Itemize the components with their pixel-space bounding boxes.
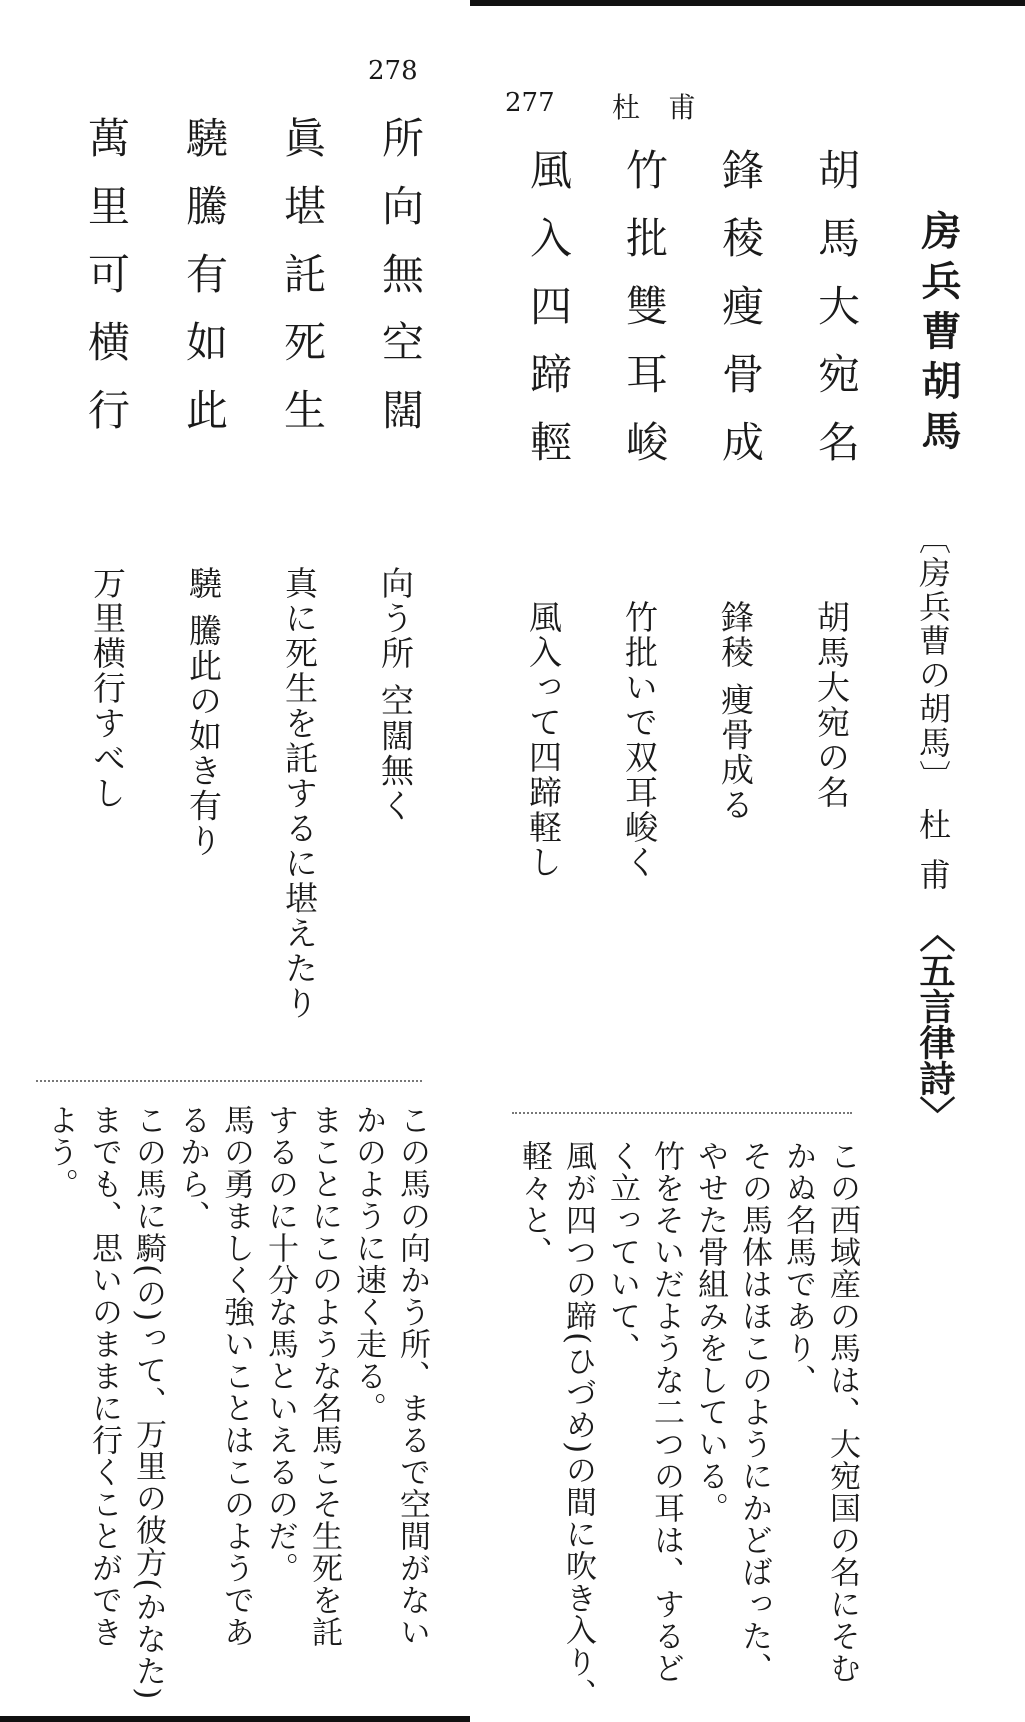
poem-line: 胡馬大宛名 bbox=[812, 148, 861, 488]
poem-title-reading: 〔房兵曹の胡馬〕 bbox=[914, 522, 952, 794]
poem-line: 竹批雙耳峻 bbox=[620, 148, 669, 488]
translation-line: その馬体はほこのようにかどばった、 bbox=[736, 1140, 772, 1684]
page-number-right: 277 bbox=[505, 88, 555, 118]
translation-line: この馬に騎(の)って、万里の彼方(かなた) bbox=[130, 1104, 166, 1701]
poem-title: 房兵曹胡馬 bbox=[915, 210, 962, 460]
translation-line: やせた骨組みをしている。 bbox=[692, 1140, 728, 1524]
reading-line: 胡馬大宛の名 bbox=[812, 600, 851, 810]
poem-line: 萬里可横行 bbox=[82, 116, 131, 456]
reading-line: 万里横行すべし bbox=[88, 566, 127, 811]
poem-line: 驍騰有如此 bbox=[180, 116, 229, 456]
translation-line: この西域産の馬は、大宛国の名にそむ bbox=[824, 1140, 860, 1684]
translation-line: するのに十分な馬といえるのだ。 bbox=[262, 1104, 298, 1584]
translation-line: かのように速く走る。 bbox=[350, 1104, 386, 1424]
translation-line: 軽々と、 bbox=[516, 1140, 552, 1268]
translation-line: まことにこのような名馬こそ生死を託 bbox=[306, 1104, 342, 1648]
translation-line: 竹をそいだような二つの耳は、するど bbox=[648, 1140, 684, 1684]
separator-left bbox=[36, 1080, 422, 1082]
translation-line: く立っていて、 bbox=[604, 1140, 640, 1364]
translation-line: かぬ名馬であり、 bbox=[780, 1140, 816, 1396]
reading-line: 風入って四蹄軽し bbox=[524, 600, 563, 880]
translation-line: この馬の向かう所、まるで空間がない bbox=[394, 1104, 430, 1648]
translation-line: るから、 bbox=[174, 1104, 210, 1232]
separator-right bbox=[512, 1112, 852, 1114]
poem-form: 〈五言律詩〉 bbox=[914, 916, 956, 1132]
poem-line: 眞堪託死生 bbox=[278, 116, 327, 456]
page-number-left: 278 bbox=[368, 56, 418, 86]
translation-line: 風が四つの蹄(ひづめ)の間に吹き入り、 bbox=[560, 1140, 596, 1711]
poem-line: 鋒稜瘦骨成 bbox=[716, 148, 765, 488]
bottom-rule bbox=[0, 1716, 470, 1722]
reading-line: 竹批いで双耳峻く bbox=[620, 600, 659, 880]
reading-line: 驍 騰此の如き有り bbox=[184, 566, 223, 859]
header-author: 杜甫 bbox=[612, 91, 725, 124]
translation-line: までも、思いのままに行くことができ bbox=[86, 1104, 122, 1648]
translation-line: よう。 bbox=[42, 1104, 78, 1200]
reading-line: 向う所 空闊無く bbox=[376, 566, 415, 824]
top-rule bbox=[470, 0, 1025, 6]
poem-author: 杜甫 bbox=[914, 808, 952, 908]
translation-line: 馬の勇ましく強いことはこのようであ bbox=[218, 1104, 254, 1648]
reading-line: 真に死生を託するに堪えたり bbox=[280, 566, 319, 1021]
reading-line: 鋒稜 痩骨成る bbox=[716, 600, 755, 823]
poem-line: 風入四蹄輕 bbox=[524, 148, 573, 488]
poem-line: 所向無空闊 bbox=[376, 116, 425, 456]
